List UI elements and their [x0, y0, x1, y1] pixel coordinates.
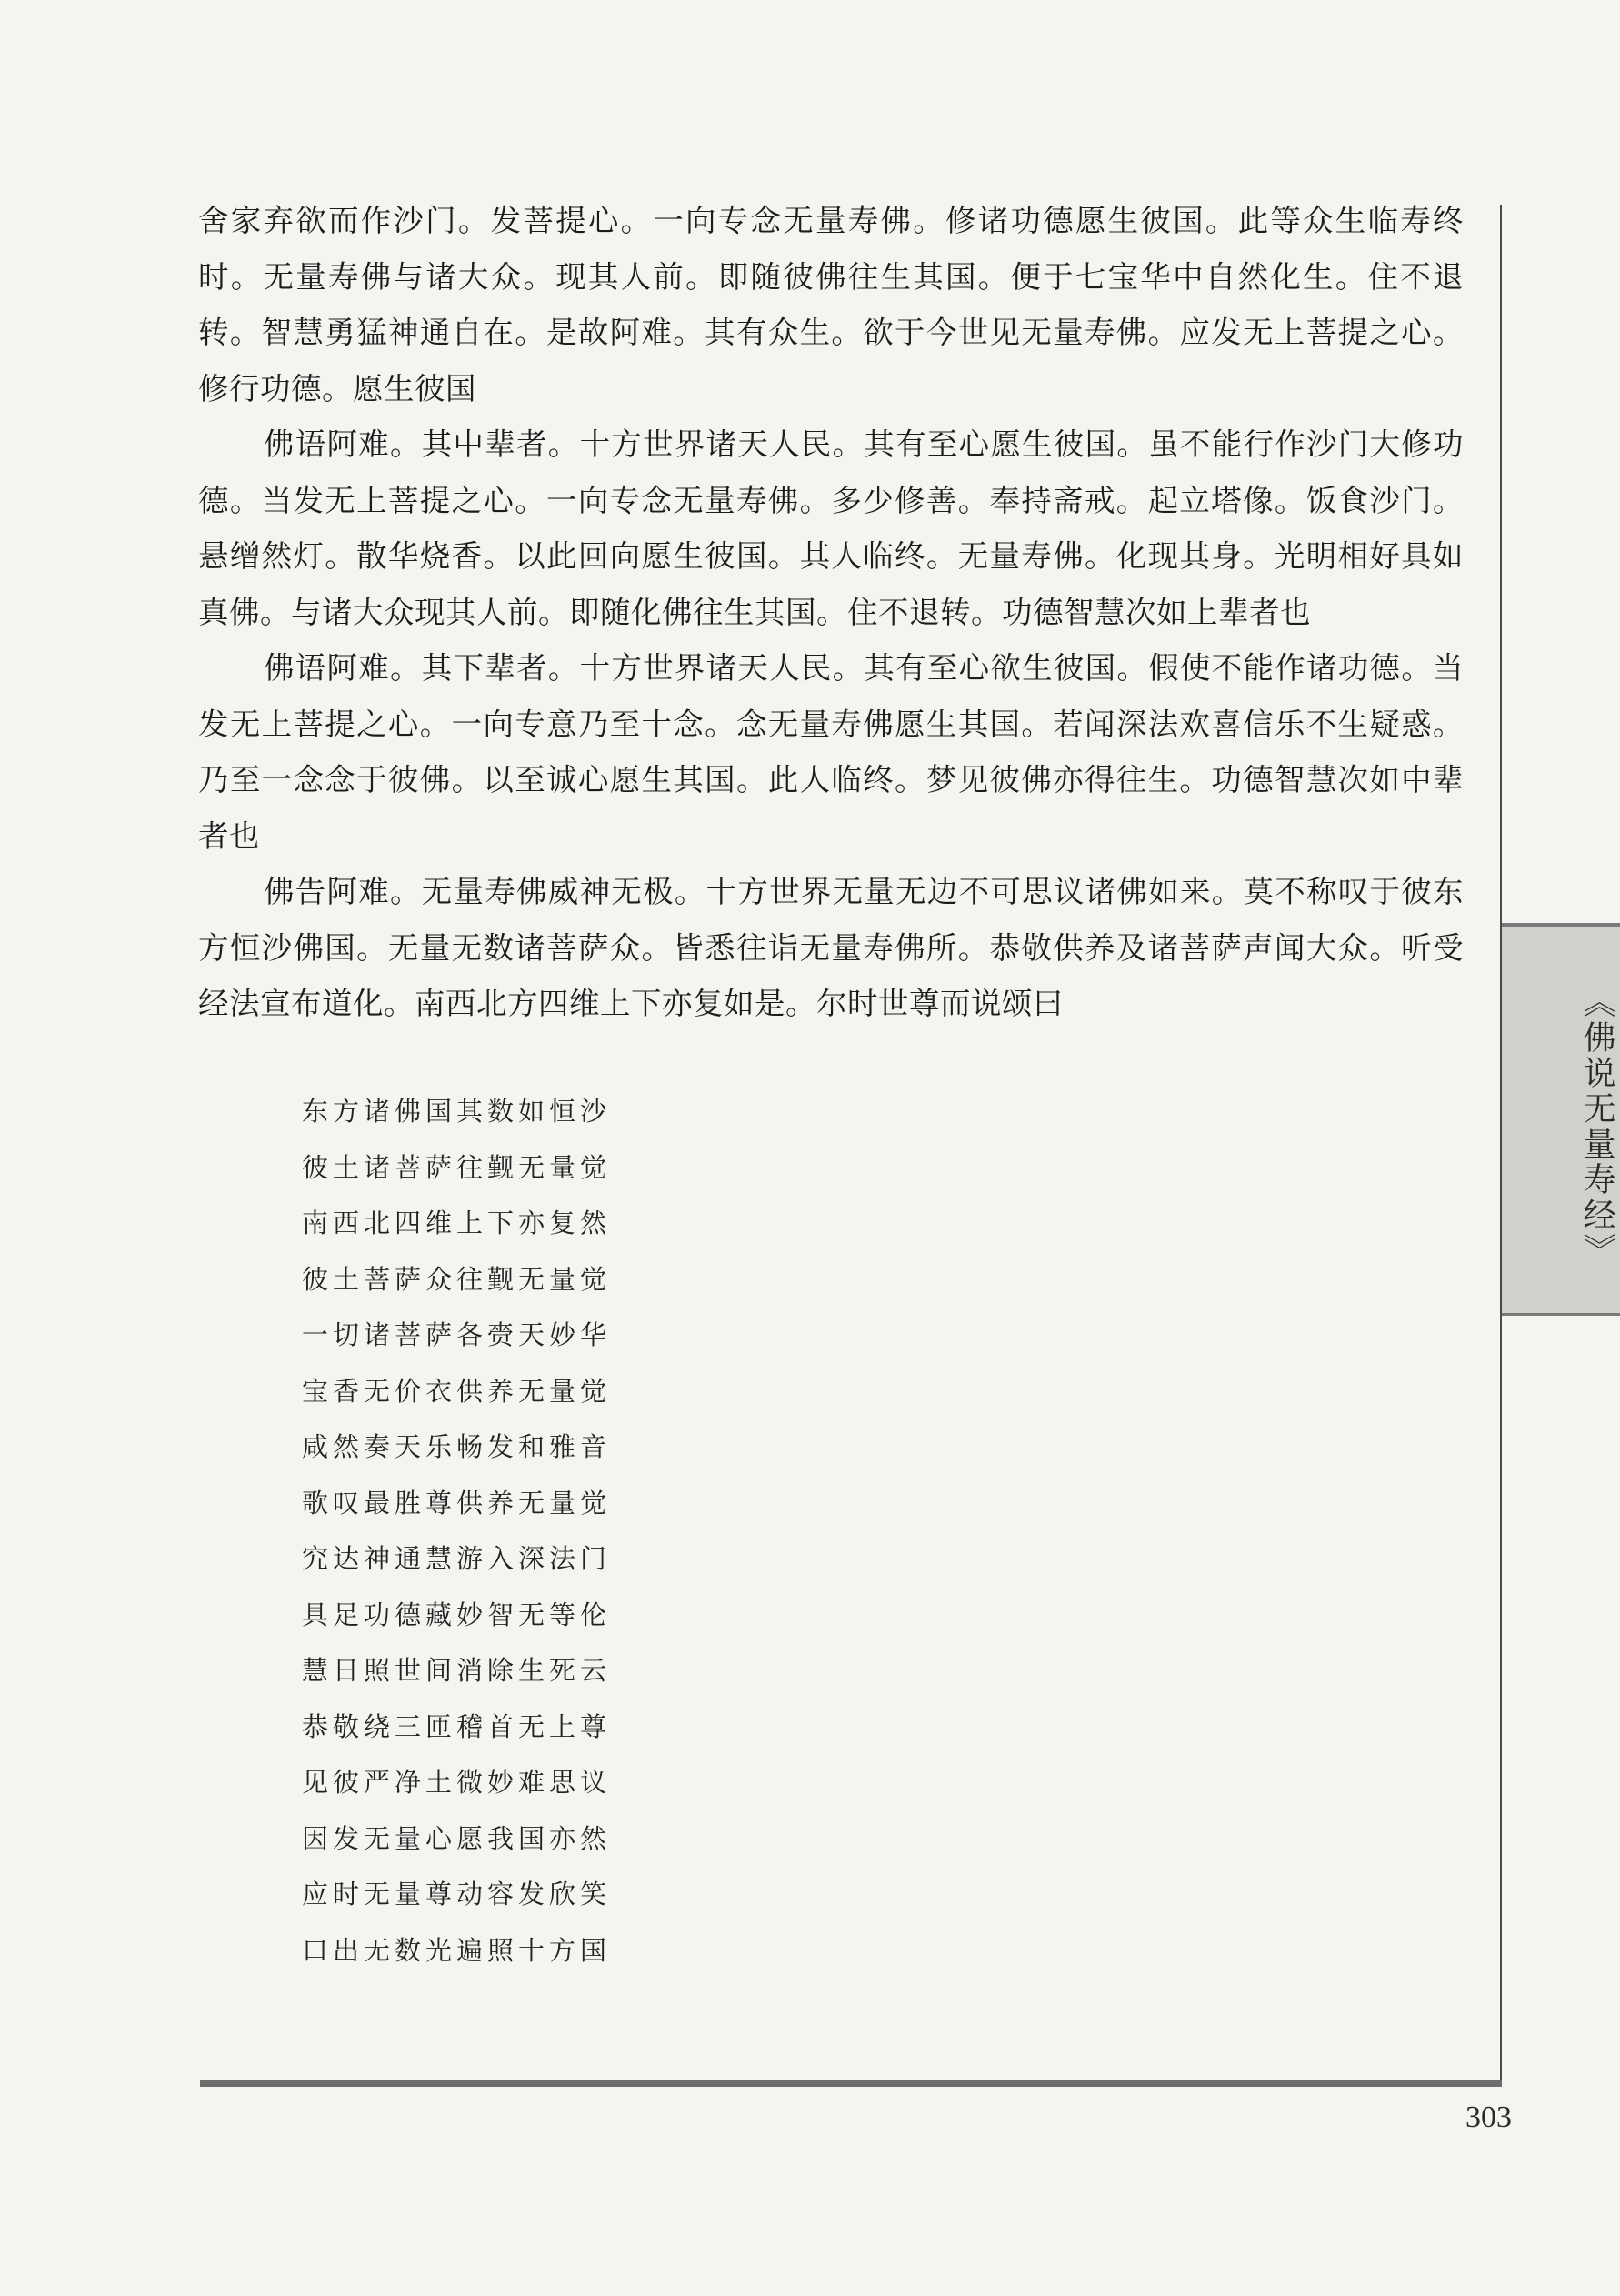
verse-block — [302, 1084, 684, 1979]
verse-line: 咸然奏天乐畅发和雅音 — [302, 1431, 612, 1462]
paragraph-3: 佛语阿难。其下辈者。十方世界诸天人民。其有至心欲生彼国。假使不能作诸功德。当发无上菩提之心。一向专意乃至十念。念无量寿佛愿生其国。若闻深法欢喜信乐不生疑惑。乃至一念念于彼佛。以至诚心愿生其国。此人临终。梦见彼佛亦得往生。功德智慧次如中辈者也 — [198, 650, 1464, 854]
verse-line: 因发无量心愿我国亦然 — [302, 1822, 612, 1854]
verse-line: 口出无数光遍照十方国 — [302, 1934, 612, 1966]
page-frame-bottom-rule — [200, 2080, 1502, 2087]
page-number: 303 — [1465, 2100, 1512, 2134]
verse-line: 具足功德藏妙智无等伦 — [302, 1599, 612, 1630]
verse-line: 彼土诸菩萨往觐无量觉 — [302, 1151, 612, 1183]
verse-line: 慧日照世间消除生死云 — [302, 1655, 612, 1686]
verse-line: 南西北四维上下亦复然 — [302, 1208, 612, 1238]
verse-line: 东方诸佛国其数如恒沙 — [302, 1096, 612, 1127]
verse-line: 见彼严净土微妙难思议 — [302, 1767, 612, 1798]
chapter-side-tab — [1502, 923, 1620, 1316]
chapter-side-tab-label: 《佛说无量寿经》 — [1578, 985, 1615, 1268]
verse-line: 究达神通慧游入深法门 — [302, 1543, 612, 1574]
verse-line: 宝香无价衣供养无量觉 — [302, 1375, 612, 1407]
verse-line: 恭敬绕三匝稽首无上尊 — [302, 1710, 612, 1742]
verse-line: 应时无量尊动容发欣笑 — [302, 1879, 612, 1910]
verse-line: 歌叹最胜尊供养无量觉 — [302, 1487, 612, 1519]
verse-line: 一切诸菩萨各赍天妙华 — [302, 1319, 612, 1350]
paragraph-4: 佛告阿难。无量寿佛威神无极。十方世界无量无边不可思议诸佛如来。莫不称叹于彼东方恒沙佛国。无量无数诸菩萨众。皆悉往诣无量寿佛所。恭敬供养及诸菩萨声闻大众。听受经法宣布道化。南西北方四维上下亦复如是。尔时世尊而说颂曰 — [198, 874, 1464, 1021]
prose-body — [198, 193, 1464, 1032]
paragraph-2: 佛语阿难。其中辈者。十方世界诸天人民。其有至心愿生彼国。虽不能行作沙门大修功德。当发无上菩提之心。一向专念无量寿佛。多少修善。奉持斋戒。起立塔像。饭食沙门。悬缯然灯。散华烧香。以此回向愿生彼国。其人临终。无量寿佛。化现其身。光明相好具如真佛。与诸大众现其人前。即随化佛往生其国。住不退转。功德智慧次如上辈者也 — [198, 426, 1464, 630]
verse-line: 彼土菩萨众往觐无量觉 — [302, 1263, 612, 1295]
paragraph-1: 舍家弃欲而作沙门。发菩提心。一向专念无量寿佛。修诸功德愿生彼国。此等众生临寿终时。无量寿佛与诸大众。现其人前。即随彼佛往生其国。便于七宝华中自然化生。住不退转。智慧勇猛神通自在。是故阿难。其有众生。欲于今世见无量寿佛。应发无上菩提之心。修行功德。愿生彼国 — [198, 203, 1464, 406]
